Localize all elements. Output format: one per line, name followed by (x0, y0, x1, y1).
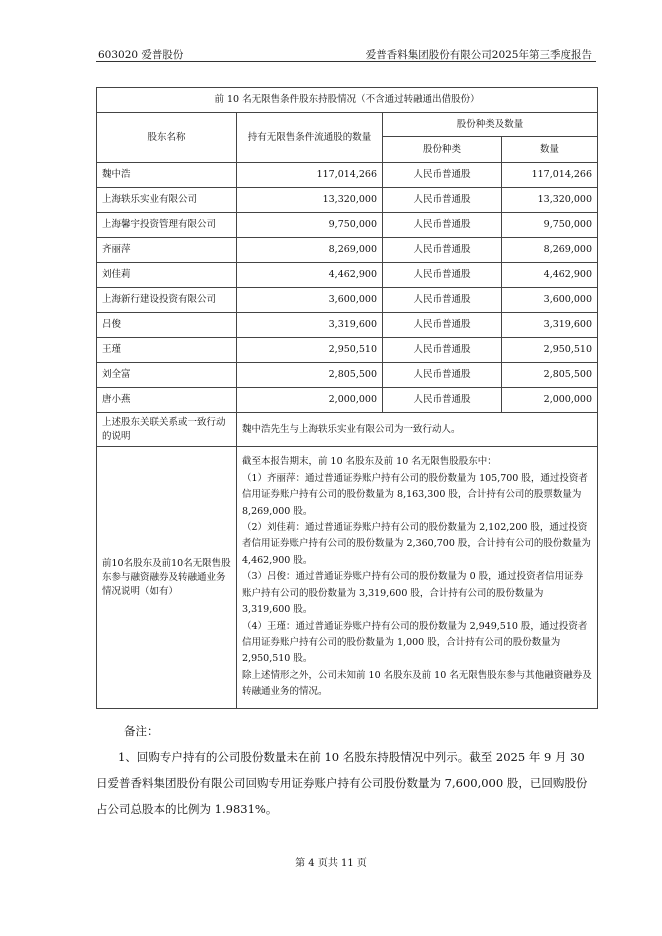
table-row (97, 313, 598, 338)
holder-name: 上海馨宇投资管理有限公司 (97, 213, 237, 238)
page-number: 第 4 页共 11 页 (295, 858, 367, 869)
table-row (97, 163, 598, 188)
holder-qty: 4,462,900 (237, 263, 383, 288)
table-row (97, 363, 598, 388)
share-type: 人民币普通股 (383, 238, 502, 263)
note-paragraph: （2）刘佳莉：通过普通证券账户持有公司的股份数量为 2,102,200 股，通过投资者信用证券账户持有公司的股份数量为 2,360,700 股，合计持有公司的股份数量为 4,462,900 股。 (242, 522, 591, 566)
stock-code-name: 603020 爱普股份 (98, 49, 184, 61)
share-type: 人民币普通股 (383, 188, 502, 213)
remark-paragraph: 1、回购专户持有的公司股份数量未在前 10 名股东持股情况中列示。截至 2025 年 9 月 30 日爱普香料集团股份有限公司回购专用证券账户持有公司股份数量为 7,600,000 股，已回购股份占公司总股本的比例为 1.9831%。 (96, 750, 588, 816)
share-amount: 117,014,266 (502, 163, 598, 188)
share-amount: 8,269,000 (502, 238, 598, 263)
margin-trading-note (237, 447, 598, 709)
holder-name: 齐丽萍 (97, 238, 237, 263)
share-type: 人民币普通股 (383, 288, 502, 313)
col-header-qty: 持有无限售条件流通股的数量 (237, 113, 383, 163)
table-row (97, 338, 598, 363)
holder-name: 刘全富 (97, 363, 237, 388)
table-title: 前 10 名无限售条件股东持股情况（不含通过转融通出借股份） (97, 88, 598, 113)
share-amount: 3,600,000 (502, 288, 598, 313)
holder-name: 上海轶乐实业有限公司 (97, 188, 237, 213)
note-paragraph: （4）王瑾：通过普通证券账户持有公司的股份数量为 2,949,510 股，通过投资者信用证券账户持有公司的股份数量为 1,000 股，合计持有公司的股份数量为 2,950,510 股。 (242, 620, 588, 665)
holder-qty: 13,320,000 (237, 188, 383, 213)
holder-qty: 3,600,000 (237, 288, 383, 313)
table-row (97, 213, 598, 238)
top10-shareholders-table (96, 87, 598, 709)
col-header-share-type: 股份种类 (383, 137, 502, 163)
holder-qty: 2,000,000 (237, 388, 383, 413)
col-header-share-type-group: 股份种类及数量 (383, 113, 598, 137)
col-header-share-amount: 数量 (502, 137, 598, 163)
table-row (97, 263, 598, 288)
share-type: 人民币普通股 (383, 213, 502, 238)
table-row (97, 388, 598, 413)
share-amount: 3,319,600 (502, 313, 598, 338)
remarks-title: 备注： (124, 724, 159, 738)
share-amount: 9,750,000 (502, 213, 598, 238)
holder-name: 上海新行建设投资有限公司 (97, 288, 237, 313)
holder-name: 吕俊 (97, 313, 237, 338)
table-row (97, 238, 598, 263)
share-amount: 2,950,510 (502, 338, 598, 363)
share-type: 人民币普通股 (383, 338, 502, 363)
table-row (97, 188, 598, 213)
relation-text: 魏中浩先生与上海轶乐实业有限公司为一致行动人。 (237, 413, 598, 447)
share-type: 人民币普通股 (383, 313, 502, 338)
holder-qty: 3,319,600 (237, 313, 383, 338)
col-header-holder: 股东名称 (97, 113, 237, 163)
holder-name: 唐小燕 (97, 388, 237, 413)
note-paragraph: 除上述情形之外，公司未知前 10 名股东及前 10 名无限售股东参与其他融资融券及转融通业务的情况。 (242, 669, 592, 698)
holder-qty: 8,269,000 (237, 238, 383, 263)
share-type: 人民币普通股 (383, 163, 502, 188)
share-amount: 2,000,000 (502, 388, 598, 413)
share-type: 人民币普通股 (383, 388, 502, 413)
share-amount: 2,805,500 (502, 363, 598, 388)
share-type: 人民币普通股 (383, 363, 502, 388)
note-paragraph: （1）齐丽萍：通过普通证券账户持有公司的股份数量为 105,700 股，通过投资者信用证券账户持有公司的股份数量为 8,163,300 股，合计持有公司的股票数量为 8,269,000 股。 (242, 472, 588, 517)
holder-qty: 2,950,510 (237, 338, 383, 363)
holder-qty: 2,805,500 (237, 363, 383, 388)
note-paragraph: （3）吕俊：通过普通证券账户持有公司的股份数量为 0 股，通过投资者信用证券账户持有公司的股份数量为 3,319,600 股，合计持有公司的股份数量为 3,319,600 股。 (242, 571, 584, 616)
holder-qty: 117,014,266 (237, 163, 383, 188)
holder-name: 刘佳莉 (97, 263, 237, 288)
note-paragraph: 截至本报告期末，前 10 名股东及前 10 名无限售股股东中： (242, 456, 497, 468)
share-type: 人民币普通股 (383, 263, 502, 288)
margin-trading-label: 前10名股东及前10名无限售股东参与融资融券及转融通业务情况说明（如有） (97, 447, 237, 709)
report-title: 爱普香料集团股份有限公司2025年第三季度报告 (365, 49, 592, 61)
holder-qty: 9,750,000 (237, 213, 383, 238)
header-divider (96, 61, 596, 62)
table-row (97, 288, 598, 313)
share-amount: 4,462,900 (502, 263, 598, 288)
share-amount: 13,320,000 (502, 188, 598, 213)
holder-name: 魏中浩 (97, 163, 237, 188)
holder-name: 王瑾 (97, 338, 237, 363)
relation-label: 上述股东关联关系或一致行动的说明 (97, 413, 237, 447)
